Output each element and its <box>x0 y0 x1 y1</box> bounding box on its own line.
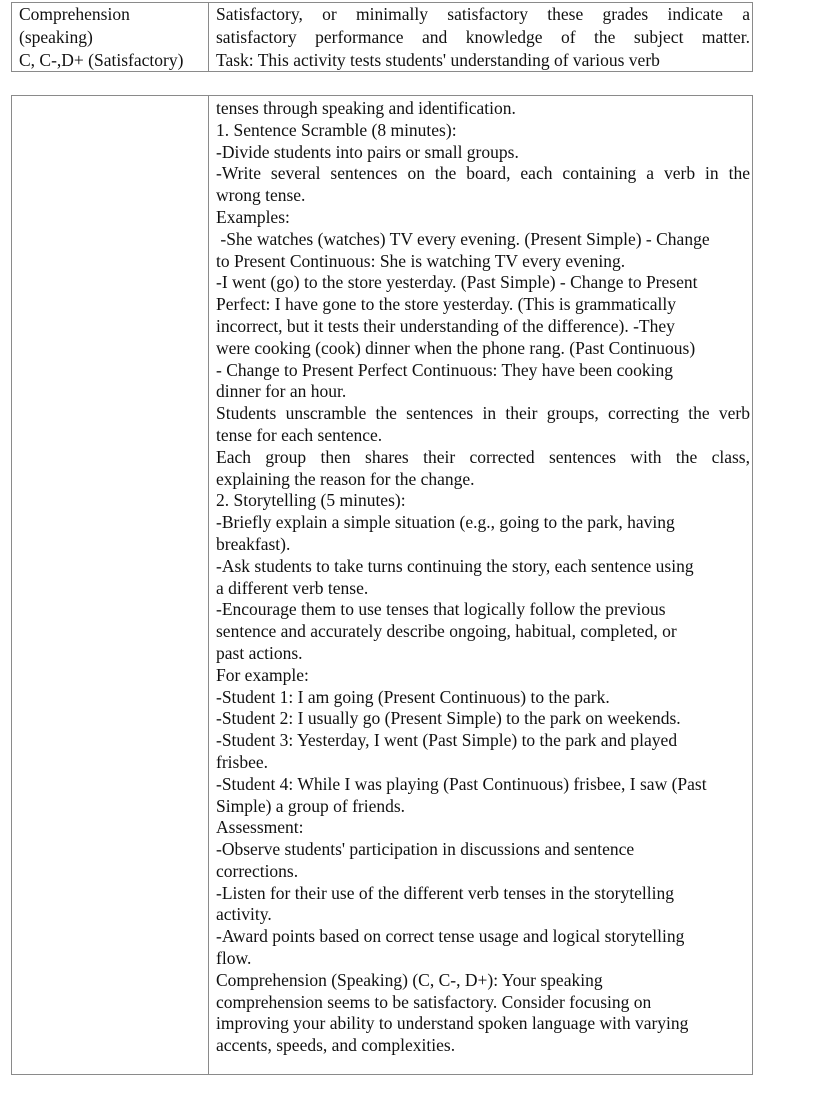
student-example-line: -Student 2: I usually go (Present Simple) to the park on weekends. <box>216 708 681 729</box>
task-line: sentence and accurately describe ongoing, habitual, completed, or <box>216 621 677 642</box>
task-line: -Write several sentences on the board, each containing a verb in the <box>216 163 750 184</box>
task-line: tense for each sentence. <box>216 424 383 445</box>
task-line: -Divide students into pairs or small groups. <box>216 141 519 162</box>
feedback-line: comprehension seems to be satisfactory. Consider focusing on <box>216 991 652 1012</box>
grade-label-cell <box>12 3 209 71</box>
example-line: - Change to Present Perfect Continuous: They have been cooking <box>216 359 673 380</box>
example-line: Perfect: I have gone to the store yesterday. (This is grammatically <box>216 294 677 315</box>
student-example-line: -Student 4: While I was playing (Past Continuous) frisbee, I saw (Past <box>216 773 707 794</box>
grade-label-line-3: C, C-,D+ (Satisfactory) <box>19 50 184 70</box>
task-line: -Briefly explain a simple situation (e.g., going to the park, having <box>216 512 675 533</box>
example-line: -I went (go) to the store yesterday. (Past Simple) - Change to Present <box>216 272 698 293</box>
task-line: wrong tense. <box>216 185 306 206</box>
examples-heading: Examples: <box>216 206 290 227</box>
student-example-line: -Student 3: Yesterday, I went (Past Simple) to the park and played <box>216 730 678 751</box>
example-line: were cooking (cook) dinner when the phone rang. (Past Continuous) <box>216 337 696 358</box>
assessment-line: -Observe students' participation in discussions and sentence <box>216 839 635 860</box>
description-line-2: satisfactory performance and knowledge of the subject matter. <box>216 27 750 47</box>
task-line: Each group then shares their corrected sentences with the class, <box>216 446 750 467</box>
feedback-line: improving your ability to understand spoken language with varying <box>216 1013 689 1034</box>
grade-table-top <box>11 2 753 72</box>
for-example-heading: For example: <box>216 664 309 685</box>
grade-table-continuation <box>11 95 753 1075</box>
task-line: -Encourage them to use tenses that logically follow the previous <box>216 599 666 620</box>
assessment-heading: Assessment: <box>216 817 304 838</box>
task-line: -Ask students to take turns continuing the story, each sentence using <box>216 555 694 576</box>
section-heading-sentence-scramble: 1. Sentence Scramble (8 minutes): <box>216 119 457 140</box>
assessment-line: -Listen for their use of the different verb tenses in the storytelling <box>216 882 674 903</box>
empty-label-cell <box>12 96 209 1074</box>
task-line: a different verb tense. <box>216 577 369 598</box>
student-example-line: Simple) a group of friends. <box>216 795 406 816</box>
description-line-3: Task: This activity tests students' understanding of various verb <box>216 50 660 70</box>
description-line-1: Satisfactory, or minimally satisfactory these grades indicate a <box>216 4 750 24</box>
assessment-line: -Award points based on correct tense usage and logical storytelling <box>216 926 685 947</box>
grade-description-cell <box>209 3 752 71</box>
student-example-line: frisbee. <box>216 751 268 772</box>
task-line: past actions. <box>216 642 303 663</box>
section-heading-storytelling: 2. Storytelling (5 minutes): <box>216 490 406 511</box>
task-content-cell <box>209 96 752 1074</box>
task-line: explaining the reason for the change. <box>216 468 475 489</box>
grade-label-line-2: (speaking) <box>19 27 93 47</box>
task-line: breakfast). <box>216 533 291 554</box>
example-line: to Present Continuous: She is watching TV every evening. <box>216 250 626 271</box>
example-line: -She watches (watches) TV every evening. (Present Simple) - Change <box>216 228 710 249</box>
task-line: Students unscramble the sentences in their groups, correcting the verb <box>216 403 750 424</box>
student-example-line: -Student 1: I am going (Present Continuous) to the park. <box>216 686 610 707</box>
task-line: tenses through speaking and identification. <box>216 98 516 118</box>
assessment-line: flow. <box>216 948 252 969</box>
feedback-line: accents, speeds, and complexities. <box>216 1035 456 1056</box>
assessment-line: activity. <box>216 904 272 925</box>
example-line: dinner for an hour. <box>216 381 347 402</box>
example-line: incorrect, but it tests their understanding of the difference). -They <box>216 315 675 336</box>
grade-label-line-1: Comprehension <box>19 4 130 24</box>
assessment-line: corrections. <box>216 860 299 881</box>
feedback-line: Comprehension (Speaking) (C, C-, D+): Your speaking <box>216 969 603 990</box>
